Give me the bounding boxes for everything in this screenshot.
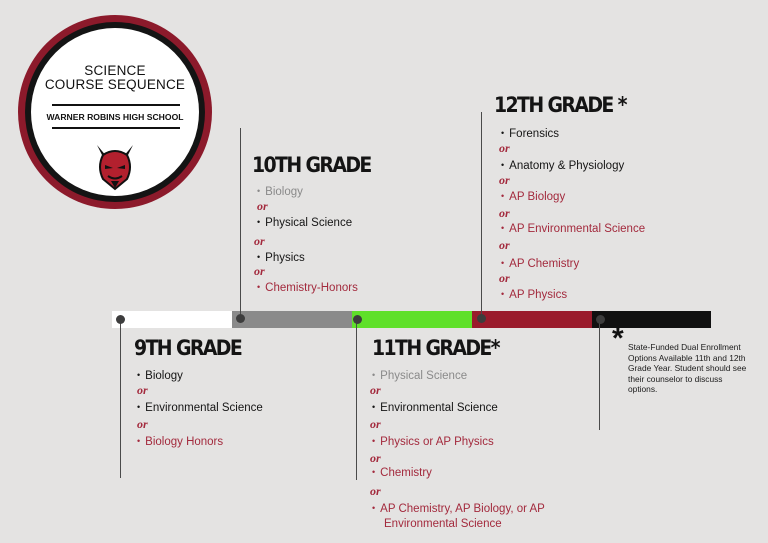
or-label: or xyxy=(137,417,148,431)
g12-course-4: • AP Environmental Science xyxy=(501,223,646,235)
grade-11-heading: 11TH GRADE* xyxy=(372,336,499,360)
g11-course-2: • Environmental Science xyxy=(372,402,498,414)
connector-10th xyxy=(240,128,241,318)
timeline-node-dual xyxy=(596,315,605,324)
or-label: or xyxy=(370,451,381,465)
badge-school-name: WARNER ROBINS HIGH SCHOOL xyxy=(46,112,184,122)
badge-title-line2: COURSE SEQUENCE xyxy=(44,77,186,92)
or-label: or xyxy=(254,234,265,248)
badge-title xyxy=(31,64,199,92)
or-label: or xyxy=(499,141,510,155)
g11-course-5: • AP Chemistry, AP Biology, or AP Environmental Science xyxy=(372,503,545,530)
timeline-node-10th xyxy=(236,314,245,323)
g10-course-4: • Chemistry-Honors xyxy=(257,282,358,294)
g11-course-5-line1: AP Chemistry, AP Biology, or AP xyxy=(380,503,545,515)
timeline-segment-dual xyxy=(592,311,711,328)
or-label: or xyxy=(499,206,510,220)
g12-course-2: • Anatomy & Physiology xyxy=(501,160,625,172)
grade-10-heading: 10TH GRADE xyxy=(252,153,371,177)
or-label: or xyxy=(499,271,510,285)
g12-course-3: • AP Biology xyxy=(501,191,566,203)
or-label: or xyxy=(499,238,510,252)
timeline-segment-11th xyxy=(352,311,472,328)
or-label: or xyxy=(254,264,265,278)
connector-9th xyxy=(120,322,121,478)
g10-course-2: • Physical Science xyxy=(257,217,353,229)
timeline-node-9th xyxy=(116,315,125,324)
red-devil-mascot-icon xyxy=(91,141,139,191)
or-label: or xyxy=(137,383,148,397)
g9-course-3: • Biology Honors xyxy=(137,436,224,448)
g10-course-3: • Physics xyxy=(257,252,305,264)
g12-course-1: • Forensics xyxy=(501,128,560,140)
dual-enrollment-note: State-Funded Dual Enrollment Options Available 11th and 12th Grade Year. Student should see their counselor to discuss options. xyxy=(628,342,747,395)
asterisk-mark: * xyxy=(612,322,624,355)
g9-course-2: • Environmental Science xyxy=(137,402,263,414)
g11-course-5-line2: Environmental Science xyxy=(384,517,502,530)
g11-course-3: • Physics or AP Physics xyxy=(372,436,494,448)
or-label: or xyxy=(370,484,381,498)
g10-course-1: • Biology xyxy=(257,186,303,198)
or-label: or xyxy=(370,383,381,397)
timeline-segment-10th xyxy=(232,311,352,328)
badge-rule-top xyxy=(52,104,180,106)
g11-course-1: • Physical Science xyxy=(372,370,468,382)
timeline-segment-9th xyxy=(112,311,232,328)
g12-course-5: • AP Chemistry xyxy=(501,258,580,270)
connector-11th xyxy=(356,322,357,480)
or-label: or xyxy=(370,417,381,431)
timeline-node-12th xyxy=(477,314,486,323)
badge-rule-bottom xyxy=(52,127,180,129)
or-label: or xyxy=(499,173,510,187)
grade-9-heading: 9TH GRADE xyxy=(134,336,242,360)
badge-title-line1: SCIENCE xyxy=(84,63,146,78)
grade-12-heading: 12TH GRADE * xyxy=(494,93,626,117)
connector-12th xyxy=(481,112,482,318)
or-label: or xyxy=(257,199,268,213)
g9-course-1: • Biology xyxy=(137,370,183,382)
timeline-segment-12th xyxy=(472,311,592,328)
timeline-node-11th xyxy=(353,315,362,324)
connector-dual xyxy=(599,322,600,430)
g12-course-6: • AP Physics xyxy=(501,289,568,301)
g11-course-4: • Chemistry xyxy=(372,467,432,479)
